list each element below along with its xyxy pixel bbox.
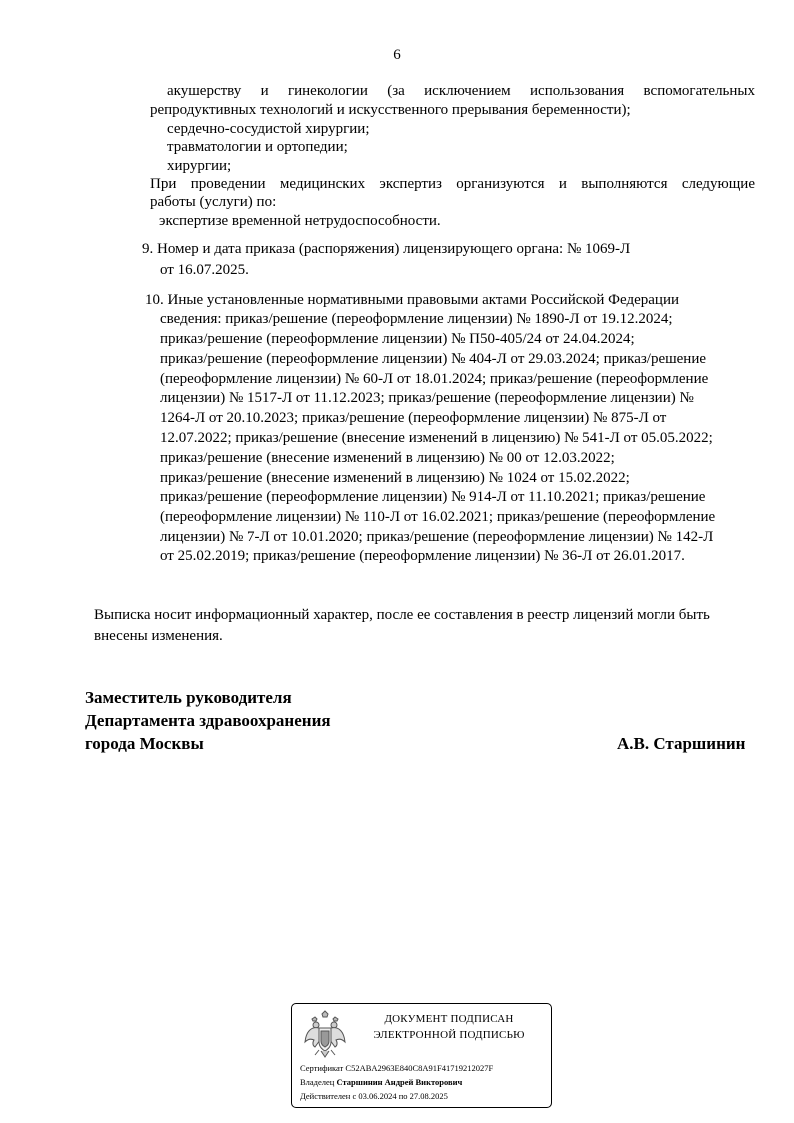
owner-value: Старшинин Андрей Викторович <box>336 1077 463 1087</box>
specialty-line: акушерству и гинекологии (за исключением использования вспомогательных <box>167 83 755 99</box>
section-10-line: 1264-Л от 20.10.2023; приказ/решение (переоформление лицензии) № 875-Л от <box>160 410 667 426</box>
disclaimer-note: Выписка носит информационный характер, после ее составления в реестр лицензий могли быть <box>94 607 710 623</box>
section-9-line: от 16.07.2025. <box>160 262 249 278</box>
section-10-line: лицензии) № 1517-Л от 11.12.2023; приказ/решение (переоформление лицензии) № <box>160 390 694 406</box>
stamp-title: ЭЛЕКТРОННОЙ ПОДПИСЬЮ <box>373 1029 525 1041</box>
electronic-signature-stamp <box>291 1003 552 1108</box>
certificate-line <box>300 1062 493 1075</box>
stamp-title: ДОКУМЕНТ ПОДПИСАН <box>384 1013 514 1025</box>
section-10-line: 10. Иные установленные нормативными правовыми актами Российской Федерации <box>145 292 680 308</box>
expertise-intro: работы (услуги) по: <box>150 194 277 210</box>
section-10-line: (переоформление лицензии) № 110-Л от 16.02.2021; приказ/решение (переоформление <box>160 509 716 525</box>
specialty-item: сердечно-сосудистой хирургии; <box>167 121 370 137</box>
certificate-label: Сертификат <box>300 1063 344 1073</box>
owner-label: Владелец <box>300 1077 335 1087</box>
specialty-item: хирургии; <box>167 158 232 174</box>
section-10-line: 12.07.2022; приказ/решение (внесение изменений в лицензию) № 541-Л от 05.05.2022; <box>160 430 713 446</box>
owner-line <box>300 1076 462 1089</box>
validity-line: Действителен с 03.06.2024 по 27.08.2025 <box>300 1091 448 1101</box>
section-10-line: лицензии) № 7-Л от 10.01.2020; приказ/решение (переоформление лицензии) № 142-Л <box>160 529 714 545</box>
expertise-intro: При проведении медицинских экспертиз организуются и выполняются следующие <box>150 176 755 192</box>
specialty-item: травматологии и ортопедии; <box>167 139 348 155</box>
disclaimer-note: внесены изменения. <box>94 628 223 644</box>
page-number: 6 <box>393 47 401 63</box>
section-10-line: приказ/решение (переоформление лицензии) № 404-Л от 29.03.2024; приказ/решение <box>160 351 707 367</box>
coat-of-arms-icon <box>303 1010 347 1058</box>
certificate-value: C52ABA2963E840C8A91F41719212027F <box>345 1063 494 1073</box>
section-9-line: 9. Номер и дата приказа (распоряжения) лицензирующего органа: № 1069-Л <box>142 241 631 257</box>
section-10-line: приказ/решение (внесение изменений в лицензию) № 00 от 12.03.2022; <box>160 450 615 466</box>
signatory-title: города Москвы <box>85 734 204 753</box>
section-10-line: приказ/решение (переоформление лицензии) № 914-Л от 11.10.2021; приказ/решение <box>160 489 706 505</box>
signatory-title: Заместитель руководителя <box>85 688 292 707</box>
section-10-line: (переоформление лицензии) № 60-Л от 18.01.2024; приказ/решение (переоформление <box>160 371 709 387</box>
section-10-line: приказ/решение (переоформление лицензии) № П50-405/24 от 24.04.2024; <box>160 331 635 347</box>
section-10-line: приказ/решение (внесение изменений в лицензию) № 1024 от 15.02.2022; <box>160 470 630 486</box>
section-10-line: сведения: приказ/решение (переоформление лицензии) № 1890-Л от 19.12.2024; <box>160 311 673 327</box>
section-10-line: от 25.02.2019; приказ/решение (переоформление лицензии) № 36-Л от 26.01.2017. <box>160 548 685 564</box>
expertise-item: экспертизе временной нетрудоспособности. <box>159 213 441 229</box>
signatory-title: Департамента здравоохранения <box>85 711 331 730</box>
signatory-name: А.В. Старшинин <box>617 734 746 753</box>
specialty-line: репродуктивных технологий и искусственного прерывания беременности); <box>150 102 631 118</box>
